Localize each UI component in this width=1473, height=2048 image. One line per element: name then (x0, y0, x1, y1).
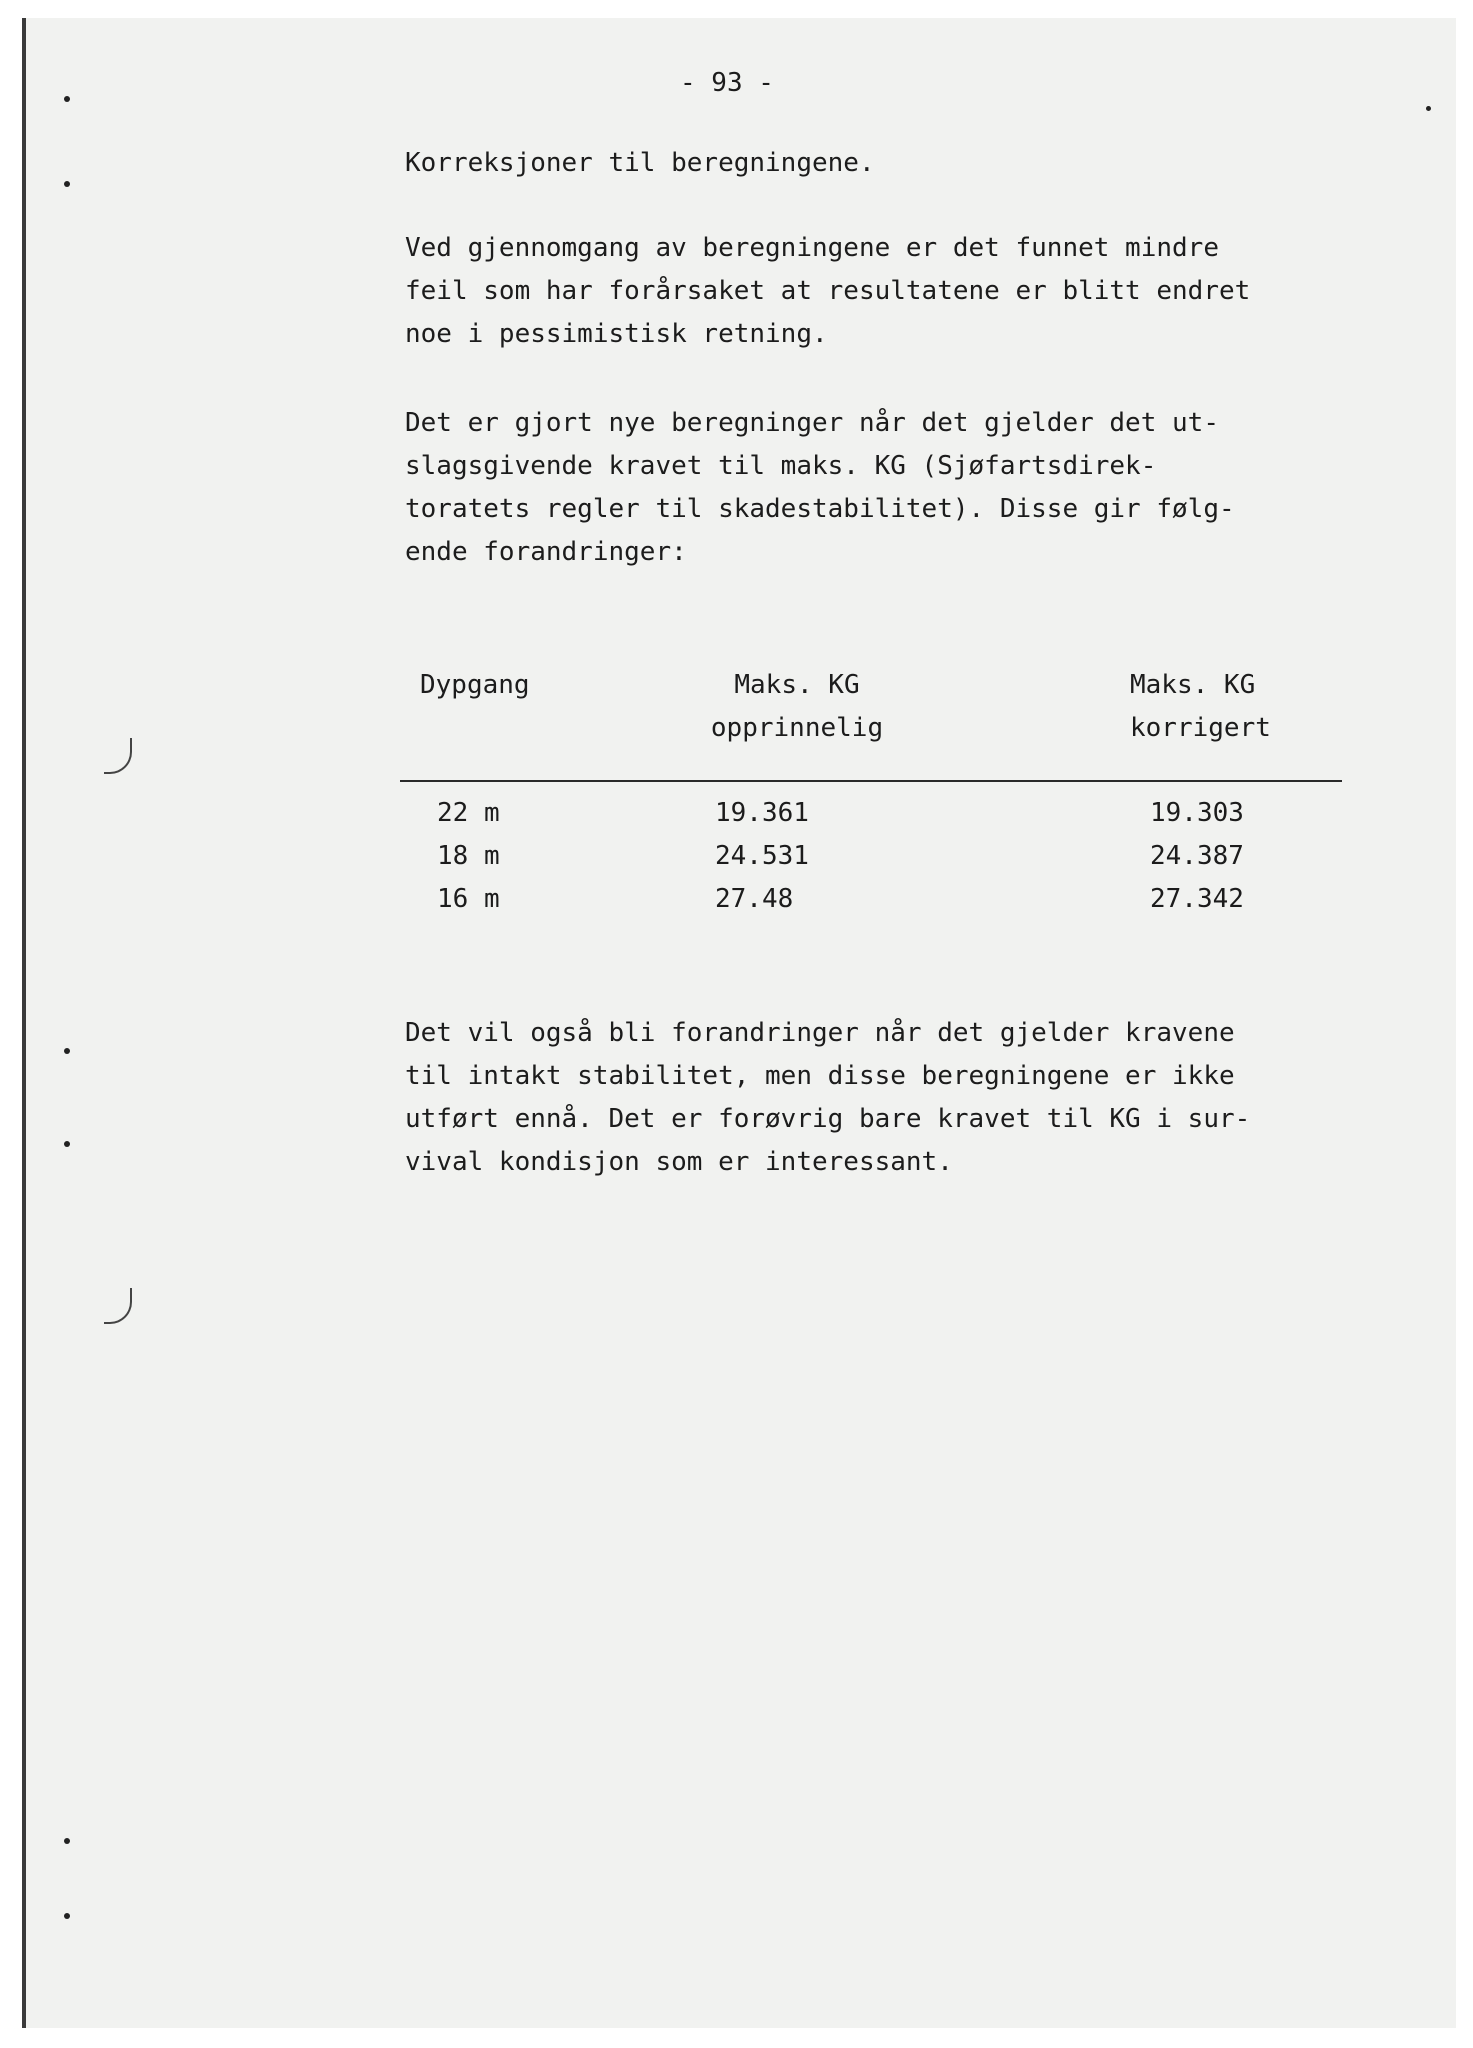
table-cell: 16 m (437, 884, 500, 914)
punch-mark (64, 1838, 70, 1844)
section-heading: Korreksjoner til beregningene. (405, 148, 875, 178)
punch-mark (64, 96, 70, 102)
table-cell: 27.48 (715, 884, 794, 914)
punch-mark (64, 1141, 70, 1147)
punch-mark (64, 181, 70, 187)
table-cell: 19.303 (1150, 798, 1244, 828)
text-line: toratets regler til skadestabilitet). Disse gir følg- (405, 494, 1235, 524)
table-cell: 24.531 (715, 841, 809, 871)
binding-hook-mark (104, 738, 132, 774)
table-column-depth (437, 792, 500, 921)
text-line: feil som har forårsaket at resultatene er blitt endret (405, 276, 1251, 306)
table-column-original (715, 792, 809, 921)
page-number: - 93 - (680, 68, 774, 98)
text-line: noe i pessimistisk retning. (405, 319, 828, 349)
table-cell: 22 m (437, 798, 500, 828)
binding-hook-mark (104, 1288, 132, 1324)
table-cell: 19.361 (715, 798, 809, 828)
text-line: Ved gjennomgang av beregningene er det funnet mindre (405, 233, 1219, 263)
text-line: til intakt stabilitet, men disse beregningene er ikke (405, 1061, 1235, 1091)
text-line: Det vil også bli forandringer når det gjelder kravene (405, 1018, 1235, 1048)
punch-mark (64, 1048, 70, 1054)
header-original (697, 664, 897, 750)
header-depth (420, 664, 530, 707)
text-line: utført ennå. Det er forøvrig bare kravet til KG i sur- (405, 1104, 1251, 1134)
punch-mark (64, 1913, 70, 1919)
table-column-corrected (1150, 792, 1244, 921)
header-line: Maks. KG (1130, 670, 1256, 700)
table-cell: 18 m (437, 841, 500, 871)
text-line: vival kondisjon som er interessant. (405, 1147, 953, 1177)
header-line: Dypgang (420, 670, 530, 700)
header-line: korrigert (1130, 713, 1271, 743)
paragraph-calculations (405, 402, 1325, 574)
header-line: opprinnelig (710, 713, 884, 743)
header-corrected (1130, 664, 1271, 750)
paragraph-intact-stability (405, 1012, 1325, 1184)
table-cell: 24.387 (1150, 841, 1244, 871)
punch-mark (1426, 106, 1431, 111)
text-line: slagsgivende kravet til maks. KG (Sjøfartsdirek- (405, 451, 1157, 481)
header-line: Maks. KG (734, 670, 860, 700)
text-line: ende forandringer: (405, 537, 687, 567)
table-rule (400, 780, 1342, 782)
table-cell: 27.342 (1150, 884, 1244, 914)
paragraph-intro (405, 227, 1325, 356)
text-line: Det er gjort nye beregninger når det gjelder det ut- (405, 408, 1219, 438)
